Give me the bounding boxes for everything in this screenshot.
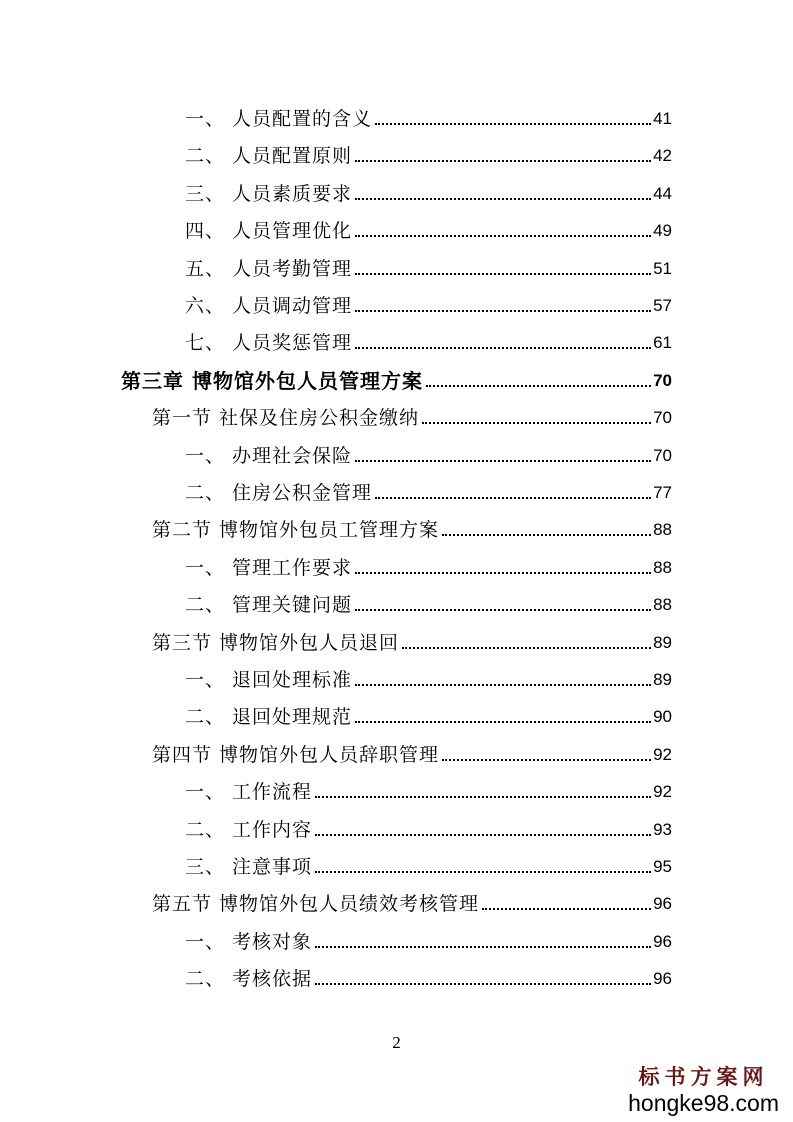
toc-page-number: 95 bbox=[653, 857, 672, 876]
toc-entry-label: 一、 考核对象 bbox=[185, 930, 313, 953]
toc-page-number: 89 bbox=[653, 670, 672, 689]
toc-entry bbox=[185, 704, 672, 730]
toc-entry bbox=[185, 929, 672, 955]
toc-page-number: 96 bbox=[653, 969, 672, 989]
toc-entry bbox=[185, 256, 672, 282]
toc-dot-leader bbox=[315, 871, 651, 873]
toc-dot-leader bbox=[355, 235, 651, 237]
toc-dot-leader bbox=[375, 497, 651, 499]
toc-page-number: 49 bbox=[653, 221, 672, 241]
toc-dot-leader bbox=[442, 534, 651, 536]
toc-dot-leader bbox=[355, 310, 651, 312]
toc-entry bbox=[185, 480, 672, 506]
watermark-logo bbox=[628, 1064, 779, 1116]
toc-page-number: 88 bbox=[653, 595, 672, 615]
toc-entry bbox=[185, 817, 672, 843]
toc-page-number: 70 bbox=[653, 370, 672, 390]
toc-page-number: 41 bbox=[653, 109, 672, 128]
toc-dot-leader bbox=[355, 572, 651, 574]
toc-dot-leader bbox=[355, 198, 651, 200]
toc-page-number: 77 bbox=[653, 483, 672, 502]
toc-entry-label: 二、 住房公积金管理 bbox=[185, 482, 373, 504]
toc-entry-label: 二、 人员配置原则 bbox=[185, 145, 353, 168]
toc-entry-label: 第三章 博物馆外包人员管理方案 bbox=[121, 368, 423, 393]
toc-entry bbox=[185, 330, 672, 356]
toc-page-number: 88 bbox=[653, 520, 672, 540]
toc-section bbox=[152, 405, 672, 431]
toc-dot-leader bbox=[442, 759, 651, 761]
toc-entry bbox=[185, 106, 672, 132]
toc-entry-label: 一、 退回处理标准 bbox=[185, 669, 353, 691]
toc-dot-leader bbox=[402, 647, 651, 649]
toc-entry-label: 第五节 博物馆外包人员绩效考核管理 bbox=[152, 893, 480, 916]
toc-dot-leader bbox=[355, 273, 651, 275]
toc-dot-leader bbox=[426, 385, 651, 387]
toc-entry-label: 第一节 社保及住房公积金缴纳 bbox=[152, 407, 420, 430]
toc-entry-label: 六、 人员调动管理 bbox=[185, 295, 353, 317]
toc-entry-label: 二、 退回处理规范 bbox=[185, 706, 353, 729]
toc-dot-leader bbox=[422, 422, 651, 424]
toc-page-number: 51 bbox=[653, 258, 672, 278]
toc-entry bbox=[185, 143, 672, 169]
toc-entry-label: 一、 工作流程 bbox=[185, 781, 313, 804]
toc-page-number: 70 bbox=[653, 445, 672, 465]
toc-section bbox=[152, 891, 672, 917]
toc-dot-leader bbox=[355, 609, 651, 611]
toc-page-number: 61 bbox=[653, 333, 672, 353]
toc-dot-leader bbox=[482, 908, 651, 910]
toc-page-number: 90 bbox=[653, 707, 672, 727]
toc-dot-leader bbox=[355, 160, 651, 162]
toc-entry bbox=[185, 443, 672, 469]
toc-entry-label: 三、 人员素质要求 bbox=[185, 182, 353, 205]
watermark-title: 标书方案网 bbox=[638, 1064, 769, 1089]
toc-entry bbox=[185, 181, 672, 207]
toc-entry-label: 二、 工作内容 bbox=[185, 818, 313, 841]
toc-dot-leader bbox=[315, 834, 651, 836]
toc-dot-leader bbox=[315, 983, 651, 985]
toc-page-number: 93 bbox=[653, 819, 672, 839]
toc-entry bbox=[185, 293, 672, 319]
toc-entry bbox=[185, 966, 672, 992]
toc-entry bbox=[185, 592, 672, 618]
toc-section bbox=[152, 742, 672, 768]
toc-dot-leader bbox=[355, 460, 651, 462]
toc-page-number: 88 bbox=[653, 557, 672, 577]
toc-entry-label: 二、 管理关键问题 bbox=[185, 594, 353, 617]
toc-page-number: 42 bbox=[653, 146, 672, 166]
toc-page-number: 96 bbox=[653, 894, 672, 914]
toc-page-number: 96 bbox=[653, 931, 672, 951]
toc-page-number: 57 bbox=[653, 296, 672, 315]
toc-entry bbox=[185, 218, 672, 244]
toc-entry-label: 一、 办理社会保险 bbox=[185, 444, 353, 467]
toc-section bbox=[152, 630, 672, 656]
toc-dot-leader bbox=[375, 123, 651, 125]
toc-chapter bbox=[121, 368, 672, 394]
toc-page-number: 44 bbox=[653, 183, 672, 203]
toc-page-number: 70 bbox=[653, 408, 672, 428]
toc-entry bbox=[185, 779, 672, 805]
toc-entry-label: 第三节 博物馆外包人员退回 bbox=[152, 631, 400, 654]
toc-page-number: 92 bbox=[653, 782, 672, 802]
page-number: 2 bbox=[392, 1033, 401, 1052]
toc-entry-label: 第二节 博物馆外包员工管理方案 bbox=[152, 519, 440, 542]
toc-dot-leader bbox=[355, 347, 651, 349]
toc-dot-leader bbox=[355, 721, 651, 723]
toc-entry bbox=[185, 667, 672, 693]
toc-entry bbox=[185, 555, 672, 581]
toc-entry-label: 一、 人员配置的含义 bbox=[185, 108, 373, 130]
toc-entry-label: 五、 人员考勤管理 bbox=[185, 257, 353, 280]
toc-dot-leader bbox=[315, 796, 651, 798]
toc-entry-label: 第四节 博物馆外包人员辞职管理 bbox=[152, 743, 440, 766]
toc-page-number: 92 bbox=[653, 744, 672, 764]
toc-dot-leader bbox=[355, 684, 651, 686]
toc-entry-label: 七、 人员奖惩管理 bbox=[185, 332, 353, 355]
toc-section bbox=[152, 517, 672, 543]
watermark-url: hongke98.com bbox=[628, 1090, 779, 1116]
toc-entry-label: 一、 管理工作要求 bbox=[185, 556, 353, 579]
toc-entry-label: 三、 注意事项 bbox=[185, 856, 313, 878]
toc-dot-leader bbox=[315, 946, 651, 948]
toc-entry-label: 二、 考核依据 bbox=[185, 968, 313, 991]
toc-entry bbox=[185, 854, 672, 880]
toc-page-number: 89 bbox=[653, 632, 672, 652]
toc-entry-label: 四、 人员管理优化 bbox=[185, 220, 353, 243]
